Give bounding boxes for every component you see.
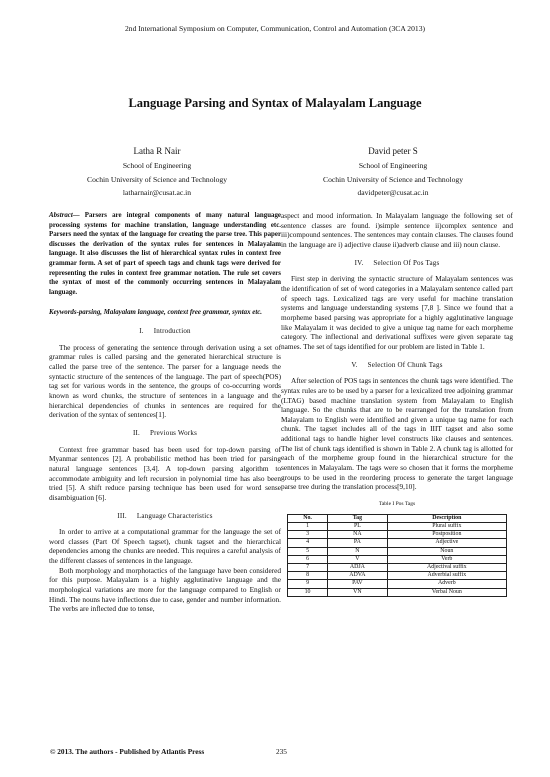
abstract-text: Parsers are integral components of many natural language processing systems for machine translation, language understanding etc. Parsers need the syntax of the language for creating the parse tree. This paper discusses the derivation of the syntax rules for sentences in Malayalam language. It also discusses the list of hierarchical syntax rules in context free grammar form. A set of part of speech tags and chunk tags were derived for representing the rules in context free grammar notation. The rule set covers the syntax of most of the commonly occurring sentences in Malayalam language.	[49, 212, 281, 296]
abstract	[49, 211, 281, 297]
author-email: davidpeter@cusat.ac.in	[357, 188, 429, 197]
table-row	[288, 572, 507, 580]
section-heading-chunk-tags: V. Selection Of Chunk Tags	[351, 360, 443, 369]
table-cell: NA	[328, 531, 388, 539]
table-cell: 10	[288, 588, 328, 596]
table-cell: ADJA	[328, 563, 388, 571]
table-cell: 7	[288, 563, 328, 571]
section-heading-previous-works: II. Previous Works	[132, 428, 198, 437]
author-department: School of Engineering	[358, 161, 428, 170]
table-cell: 6	[288, 555, 328, 563]
table-cell: 9	[288, 580, 328, 588]
language-paragraph-2: Both morphology and morphotactics of the language have been considered for this purpose. Malayalam is a highly agglutinative language and the morphological variations are more for the language compared to English or Hindi. The nouns have inflections due to case, gender and number information. The verbs are inflected due to tense,	[49, 565, 281, 614]
section-heading-introduction: I. Introduction	[139, 327, 191, 335]
table-row	[288, 580, 507, 588]
language-paragraph-continued: aspect and mood information. In Malayalam language the following set of sentence classes are found. i)simple sentence ii)complex sentence and iii)compound sentences. The sentences may contain clauses. The clauses found in the language are i) adjective clause ii)adverb clause and iii) noun clause.	[281, 211, 513, 249]
table-cell: Adverbial suffix	[387, 572, 506, 580]
previous-works-paragraph: Context free grammar based has been used for top-down parsing of Myanmar sentences [2]. A probabilistic method has been tried for parsing natural language sentences [3,4]. A top-down parsing algorithm to accommodate ambiguity and left recursion in polynomial time has also been tried [5]. A shift reduce parsing technique has been used for word sense disambiguation [6].	[49, 444, 281, 502]
introduction-paragraph: The process of generating the sentence through derivation using a set of grammar rules is called parsing and the generated hierarchical structure is called the parse tree of the sentence. The parser for a language needs the syntactic structure of the sentences of the language. The part of speech(POS) tag set for various words in the sentence, the groups of co-occurring words known as word chunks, the structure of sentences in a language and the hierarchical dependencies of chunks in sentences are required for the derivation of the syntax of sentences[1].	[49, 342, 281, 420]
pos-tags-table	[287, 514, 507, 597]
table-cell: 8	[288, 572, 328, 580]
section-heading-language-characteristics: III. Language Characteristics	[117, 511, 213, 520]
table-header-row	[288, 514, 507, 522]
table-header-cell: No.	[288, 514, 328, 522]
table-row	[288, 522, 507, 530]
author-affiliation: Cochin University of Science and Technology	[323, 174, 463, 184]
section-heading-pos-tags: IV. Selection Of Pos Tags	[354, 258, 440, 267]
table-cell: 4	[288, 539, 328, 547]
copyright-footer: © 2013. The authors - Published by Atlantis Press	[50, 747, 205, 756]
table-cell: Adverb	[387, 580, 506, 588]
author-department: School of Engineering	[122, 161, 192, 170]
table-cell: PA	[328, 539, 388, 547]
table-cell: V	[328, 555, 388, 563]
table-cell: Noun	[387, 547, 506, 555]
table-cell: PAV	[328, 580, 388, 588]
pos-tags-paragraph: First step in deriving the syntactic structure of Malayalam sentences was the identification of set of word categories in a Malayalam sentence called part of speech tags. Lexicalized tags are very useful for machine translation systems and language understanding systems [7,8 ]. Since we found that a morpheme based parsing was appropriate for a highly agglutinative language like Malayalam it was decided to give a unique tag name for each morpheme category. The inflectional and derivational suffixes were given separate tag names. The set of tags identified for our problem are listed in Table 1.	[281, 274, 513, 351]
author-affiliation: Cochin University of Science and Technology	[87, 174, 227, 184]
table-row	[288, 563, 507, 571]
table-header-cell: Tag	[328, 514, 388, 522]
table-cell: Plural suffix	[387, 522, 506, 530]
table-row	[288, 547, 507, 555]
table-cell: 5	[288, 547, 328, 555]
author-name: Latha R Nair	[133, 146, 181, 156]
table-cell: 1	[288, 522, 328, 530]
table-row	[288, 531, 507, 539]
page-number: 235	[276, 747, 287, 756]
table-row	[288, 539, 507, 547]
running-head: 2nd International Symposium on Computer, Communication, Control and Automation (3CA 2013)	[124, 24, 426, 33]
table-cell: Postposition	[387, 531, 506, 539]
abstract-label: Abstract—	[49, 212, 80, 219]
paper-title: Language Parsing and Syntax of Malayalam Language	[128, 96, 422, 110]
author-block-1	[42, 144, 272, 200]
author-email: latharnair@cusat.ac.in	[122, 188, 192, 197]
table-cell: ADVA	[328, 572, 388, 580]
left-column	[49, 211, 281, 614]
table-row	[288, 555, 507, 563]
table-cell: Verbal Noun	[387, 588, 506, 596]
keywords: Keywords-parsing, Malayalam language, context free grammar, syntax etc.	[49, 309, 263, 317]
table-row	[288, 588, 507, 596]
table-caption: Table I Pos Tags	[378, 501, 416, 508]
chunk-tags-paragraph: After selection of POS tags in sentences the chunk tags were identified. The syntax rules are to be used by a parser for a lexicalized tree adjoining grammar (LTAG) based machine translation system from Malayalam to English language. So the chunks that are to be rearranged for the translation from Malayalam to English were identified and given a unique tag name for each chunk. The tagset includes all of the tags in IIIT tagset and also some additional tags to handle higher level constructs like clauses and sentences. The list of chunk tags identified is shown in Table 2. A chunk tag is allotted for each of the morpheme group found in the hierarchical structure for the sentences in Malayalam. The tags were so chosen that it forms the morpheme groups to be used in the reordering process to generate the target language parse tree during the translation process[9,10].	[281, 376, 513, 492]
table-cell: N	[328, 547, 388, 555]
author-name: David peter S	[368, 146, 418, 156]
table-header-cell: Description	[387, 514, 506, 522]
language-paragraph-1: In order to arrive at a computational grammar for the language the set of word classes (Part Of Speech tagset), chunk tagset and the hierarchical dependencies among the chunks are needed. This requires a careful analysis of the different classes of sentences in the language.	[49, 527, 281, 566]
table-cell: 3	[288, 531, 328, 539]
table-cell: Adjective	[387, 539, 506, 547]
right-column	[281, 211, 513, 597]
author-block-2	[278, 144, 508, 200]
table-cell: VN	[328, 588, 388, 596]
table-cell: PL	[328, 522, 388, 530]
table-cell: Adjectival suffix	[387, 563, 506, 571]
table-cell: Verb	[387, 555, 506, 563]
